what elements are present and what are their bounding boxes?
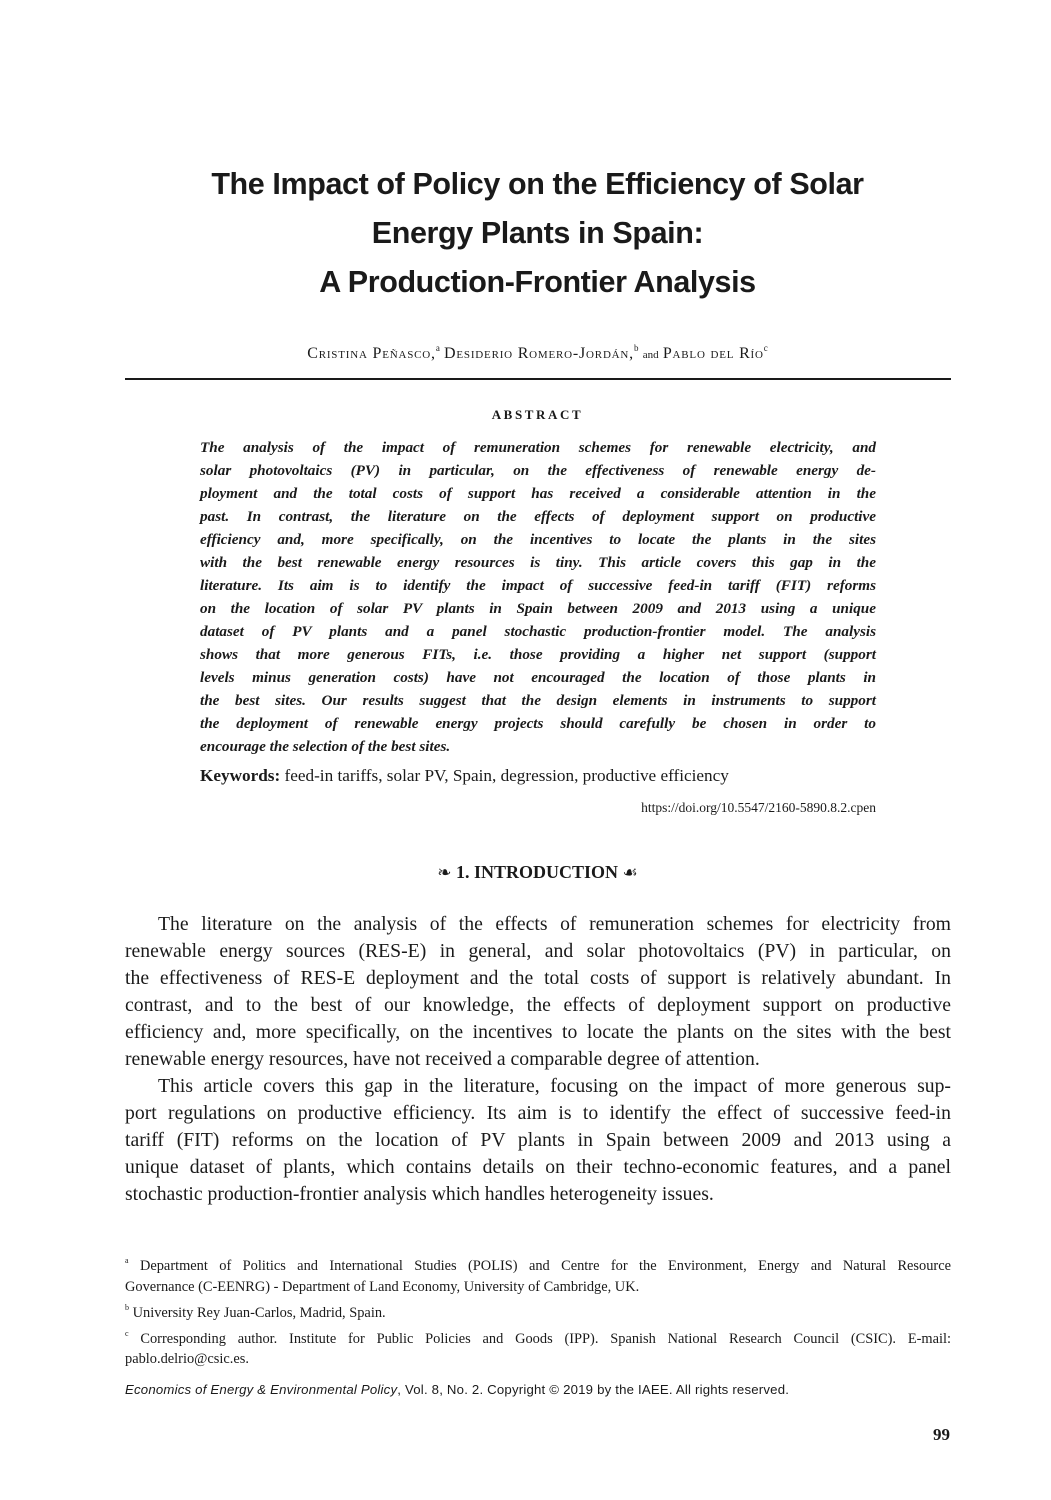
body-line: contrast, and to the best of our knowledge, the effects of deployment support on productive — [125, 994, 951, 1016]
header-divider — [125, 378, 951, 380]
abstract-line: the best sites. Our results suggest that the design elements in instruments to support — [200, 692, 876, 709]
section-heading — [125, 862, 950, 883]
body-line: port regulations on productive efficiency. Its aim is to identify the effect of successive feed-in — [125, 1102, 951, 1124]
footnote-mark: c — [125, 1328, 129, 1338]
ornament-right-icon: ☙ — [622, 863, 638, 882]
abstract-heading: ABSTRACT — [491, 407, 584, 422]
abstract-line: dataset of PV plants and a panel stochastic production-frontier model. The analysis — [200, 623, 876, 640]
footnote-text: University Rey Juan-Carlos, Madrid, Spain. — [132, 1304, 386, 1321]
footnote-text: Governance (C-EENRG) - Department of Land Economy, University of Cambridge, UK. — [125, 1278, 640, 1295]
footnote-text: Corresponding author. Institute for Public Policies and Goods (IPP). Spanish National Research Council (CSIC). E-mail: — [140, 1330, 951, 1347]
affiliation-mark: b — [633, 343, 639, 353]
abstract-line: with the best renewable energy resources is tiny. This article covers this gap in the — [200, 554, 876, 571]
footnotes — [125, 1251, 951, 1370]
abstract-text — [200, 436, 876, 758]
footnote-c — [125, 1324, 951, 1350]
keywords-label: Keywords: — [200, 766, 281, 785]
body-line: stochastic production-frontier analysis which handles heterogeneity issues. — [125, 1183, 714, 1205]
journal-footer — [125, 1382, 789, 1397]
body-line: The literature on the analysis of the effects of remuneration schemes for electricity from — [158, 913, 951, 935]
body-line: renewable energy resources, have not received a comparable degree of attention. — [125, 1048, 760, 1070]
abstract-line: literature. Its aim is to identify the impact of successive feed-in tariff (FIT) reforms — [200, 577, 876, 594]
ornament-left-icon: ❧ — [437, 863, 452, 882]
footnote-text: Department of Politics and International Studies (POLIS) and Centre for the Environment, Energy and Natural Resource — [139, 1257, 951, 1274]
body-line: unique dataset of plants, which contains details on their techno-economic features, and a panel — [125, 1156, 951, 1178]
abstract-line: The analysis of the impact of remuneration schemes for renewable electricity, and — [200, 439, 876, 456]
title-line-3: A Production-Frontier Analysis — [319, 265, 756, 299]
abstract-line: solar photovoltaics (PV) in particular, on the effectiveness of renewable energy de- — [200, 462, 876, 479]
title-line-1: The Impact of Policy on the Efficiency of Solar — [211, 167, 864, 201]
body-line: the effectiveness of RES-E deployment and the total costs of support is relatively abundant. In — [125, 967, 951, 989]
doi-link[interactable]: https://doi.org/10.5547/2160-5890.8.2.cpen — [641, 800, 876, 815]
affiliation-mark: c — [763, 343, 768, 353]
introduction-body — [125, 911, 951, 1208]
abstract-line: past. In contrast, the literature on the effects of deployment support on productive — [200, 508, 876, 525]
keywords-text: feed-in tariffs, solar PV, Spain, degression, productive efficiency — [284, 766, 729, 785]
copyright-text: , Vol. 8, No. 2. Copyright © 2019 by the IAEE. All rights reserved. — [397, 1382, 790, 1397]
footnote-a — [125, 1251, 951, 1277]
title-line-2: Energy Plants in Spain: — [371, 216, 704, 250]
abstract-line: encourage the selection of the best sites. — [200, 738, 451, 755]
body-line: tariff (FIT) reforms on the location of PV plants in Spain between 2009 and 2013 using a — [125, 1129, 951, 1151]
section-title: 1. INTRODUCTION — [455, 862, 619, 882]
footnote-email[interactable]: pablo.delrio@csic.es. — [125, 1351, 249, 1368]
abstract-line: levels minus generation costs) have not encouraged the location of those plants in — [200, 669, 876, 686]
abstract-line: on the location of solar PV plants in Spain between 2009 and 2013 using a unique — [200, 600, 876, 617]
affiliation-mark: a — [435, 343, 440, 353]
keywords — [200, 766, 729, 786]
body-line: renewable energy sources (RES-E) in general, and solar photovoltaics (PV) in particular, on — [125, 940, 951, 962]
author-conjunction: and — [642, 348, 659, 361]
journal-name: Economics of Energy & Environmental Policy — [125, 1382, 398, 1397]
paper-title — [125, 160, 950, 307]
footnote-mark: a — [125, 1256, 129, 1265]
abstract-line: efficiency and, more specifically, on the incentives to locate the plants in the sites — [200, 531, 876, 548]
abstract-line: the deployment of renewable energy projects should carefully be chosen in order to — [200, 715, 876, 732]
body-line: efficiency and, more specifically, on the incentives to locate the plants on the sites with the best — [125, 1021, 951, 1043]
author-name: Pablo del Río — [662, 344, 764, 362]
abstract-line: shows that more generous FITs, i.e. those providing a higher net support (support — [200, 646, 876, 663]
author-name: Desiderio Romero-Jordán, — [444, 344, 634, 362]
body-line: This article covers this gap in the literature, focusing on the impact of more generous sup- — [158, 1075, 951, 1097]
footnote-b — [125, 1298, 951, 1324]
abstract-line: ployment and the total costs of support has received a considerable attention in the — [200, 485, 876, 502]
author-name: Cristina Peñasco, — [307, 344, 436, 362]
footnote-mark: b — [125, 1302, 129, 1312]
page-number: 99 — [933, 1425, 950, 1444]
author-list — [125, 344, 950, 363]
